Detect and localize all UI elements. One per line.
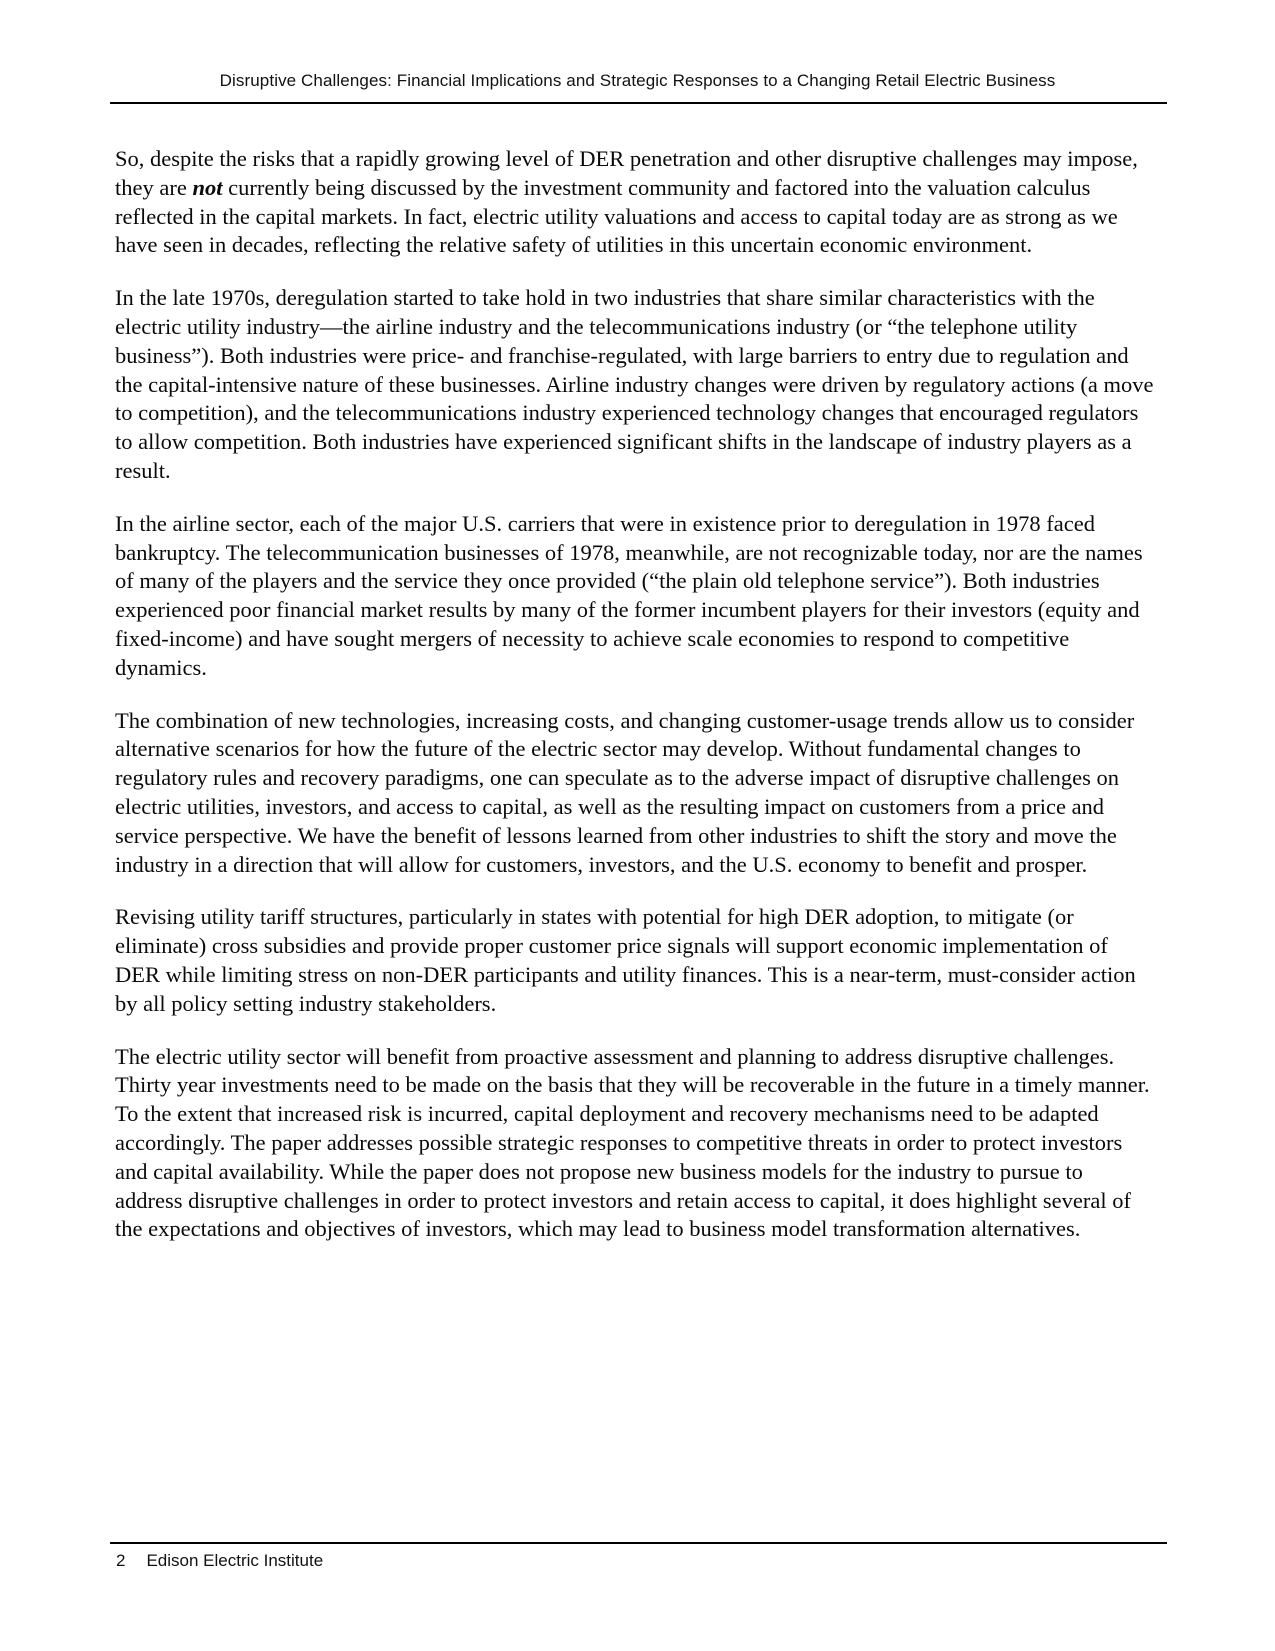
page-number: 2 [116,1551,126,1570]
paragraph [115,903,1155,1018]
body-text: The combination of new technologies, increasing costs, and changing customer-usage trends allow us to consider alternative scenarios for how the future of the electric sector may develop. Without fundamental changes to regulatory rules and recovery paradigms, one can speculate as to the adverse impact of disruptive challenges on electric utilities, investors, and access to capital, as well as the resulting impact on customers from a price and service perspective. We have the benefit of lessons learned from other industries to shift the story and move the industry in a direction that will allow for customers, investors, and the U.S. economy to benefit and prosper. [115,707,1135,877]
paragraph [115,284,1155,486]
paragraph [115,510,1155,683]
body-text: currently being discussed by the investment community and factored into the valuation calculus reflected in the capital markets. In fact, electric utility valuations and access to capital today are as strong as we have seen in decades, reflecting the relative safety of utilities in this uncertain economic environment. [115,174,1118,258]
document-body [115,145,1155,1244]
body-text: In the airline sector, each of the major U.S. carriers that were in existence prior to deregulation in 1978 faced bankruptcy. The telecommunication businesses of 1978, meanwhile, are not recognizable today, nor are the names of many of the players and the service they once provided (“the plain old telephone service”). Both industries experienced poor financial market results by many of the former incumbent players for their investors (equity and fixed-income) and have sought mergers of necessity to achieve scale economies to respond to competitive dynamics. [115,510,1143,680]
page-footer [116,1551,323,1571]
paragraph [115,145,1155,260]
body-text: In the late 1970s, deregulation started to take hold in two industries that share similar characteristics with the electric utility industry—the airline industry and the telecommunications industry (or “the telephone utility business”). Both industries were price- and franchise-regulated, with large barriers to entry due to regulation and the capital-intensive nature of these businesses. Airline industry changes were driven by regulatory actions (a move to competition), and the telecommunications industry experienced technology changes that encouraged regulators to allow competition. Both industries have experienced significant shifts in the landscape of industry players as a result. [115,285,1154,483]
body-text: Revising utility tariff structures, particularly in states with potential for high DER adoption, to mitigate (or eliminate) cross subsidies and provide proper customer price signals will support economic implementation of DER while limiting stress on non-DER participants and utility finances. This is a near-term, must-consider action by all policy setting industry stakeholders. [115,904,1136,1016]
body-text: So, despite the risks that a rapidly growing level of DER penetration and other disruptive challenges may impose, they are [115,146,1138,200]
footer-rule [110,1542,1167,1544]
publisher-name: Edison Electric Institute [146,1551,324,1570]
body-text: The electric utility sector will benefit from proactive assessment and planning to address disruptive challenges. Thirty year investments need to be made on the basis that they will be recoverable in the future in a timely manner. To the extent that increased risk is incurred, capital deployment and recovery mechanisms need to be adapted accordingly. The paper addresses possible strategic responses to competitive threats in order to protect investors and capital availability. While the paper does not propose new business models for the industry to pursue to address disruptive challenges in order to protect investors and retain access to capital, it does highlight several of the expectations and objectives of investors, which may lead to business model transformation alternatives. [115,1043,1150,1242]
paragraph [115,707,1155,880]
header-rule [110,102,1167,104]
emphasized-text: not [192,174,223,200]
running-header-title: Disruptive Challenges: Financial Implications and Strategic Responses to a Changing Retail Electric Business [219,71,1056,90]
paragraph [115,1043,1155,1245]
